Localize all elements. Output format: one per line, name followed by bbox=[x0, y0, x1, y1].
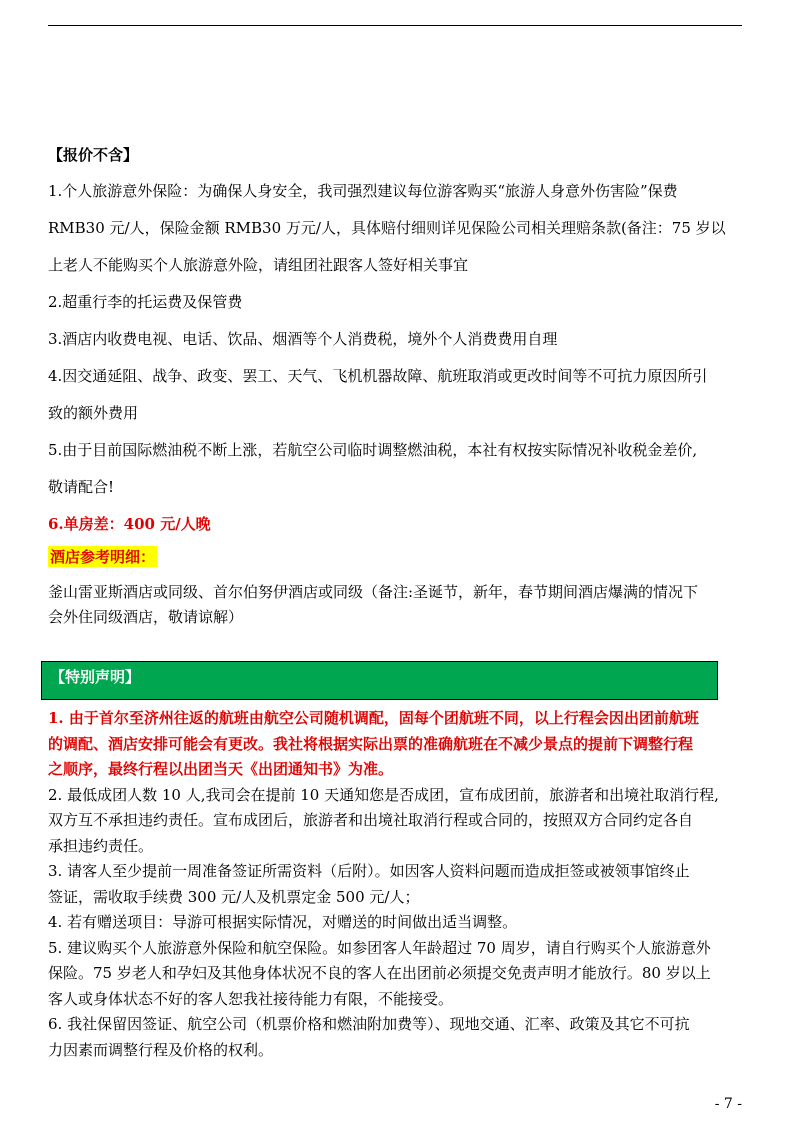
exclusion-item-1-line-1: 1.个人旅游意外保险：为确保人身安全，我司强烈建议每位游客购买“旅游人身意外伤害险”保费 bbox=[48, 182, 678, 200]
statement-item-1-line-3: 之顺序，最终行程以出团当天《出团通知书》为准。 bbox=[48, 760, 394, 778]
exclusion-item-5-line-1: 5.由于目前国际燃油税不断上涨，若航空公司临时调整燃油税，本社有权按实际情况补收税金差价, bbox=[48, 441, 698, 459]
statement-item-5-line-2: 保险。75 岁老人和孕妇及其他身体状况不良的客人在出团前必须提交免责声明才能放行。80 岁以上 bbox=[48, 964, 711, 982]
exclusion-item-2: 2.超重行李的托运费及保管费 bbox=[48, 293, 243, 311]
special-statement-title: 【特别声明】 bbox=[50, 668, 141, 686]
statement-item-1-line-1: 1. 由于首尔至济州往返的航班由航空公司随机调配，固每个团航班不同，以上行程会因出团前航班 bbox=[48, 709, 699, 727]
statement-item-5-line-1: 5. 建议购买个人旅游意外保险和航空保险。如参团客人年龄超过 70 周岁，请自行购买个人旅游意外 bbox=[48, 938, 711, 957]
special-statement-list bbox=[48, 706, 748, 1063]
statement-item-1-line-2: 的调配、酒店安排可能会有更改。我社将根据实际出票的准确航班在不减少景点的提前下调整行程 bbox=[48, 734, 694, 753]
hotel-title: 酒店参考明细： bbox=[50, 548, 156, 566]
page-number: - 7 - bbox=[714, 1096, 742, 1112]
exclusion-item-3: 3.酒店内收费电视、电话、饮品、烟酒等个人消费税，境外个人消费费用自理 bbox=[48, 330, 558, 348]
statement-item-2-line-2: 双方互不承担违约责任。宣布成团后，旅游者和出境社取消行程或合同的，按照双方合同约定各自 bbox=[48, 811, 694, 829]
statement-item-2-line-3: 承担违约责任。 bbox=[48, 836, 154, 855]
statement-item-3-line-2: 签证，需收取手续费 300 元/人及机票定金 500 元/人； bbox=[48, 887, 420, 906]
statement-item-3-line-1: 3. 请客人至少提前一周准备签证所需资料（后附）。如因客人资料问题而造成拒签或被领事馆终止 bbox=[48, 862, 690, 880]
statement-item-2-line-1: 2. 最低成团人数 10 人,我司会在提前 10 天通知您是否成团，宣布成团前，旅游者和出境社取消行程, bbox=[48, 785, 719, 804]
exclusions-list bbox=[48, 173, 748, 543]
statement-item-4: 4. 若有赠送项目：导游可根据实际情况，对赠送的时间做出适当调整。 bbox=[48, 913, 518, 931]
exclusion-item-4-line-2: 致的额外费用 bbox=[48, 404, 139, 422]
hotel-line-1: 釜山雷亚斯酒店或同级、首尔伯努伊酒店或同级（备注:圣诞节，新年，春节期间酒店爆满的情况下 bbox=[48, 583, 699, 601]
exclusion-item-1-line-2: RMB30 元/人，保险金额 RMB30 万元/人，具体赔付细则详见保险公司相关理赔条款(备注：75 岁以 bbox=[48, 219, 726, 237]
header-rule bbox=[48, 25, 742, 26]
exclusion-item-4-line-1: 4.因交通延阻、战争、政变、罢工、天气、飞机机器故障、航班取消或更改时间等不可抗力原因所引 bbox=[48, 367, 708, 385]
exclusions-title: 【报价不含】 bbox=[48, 146, 139, 164]
exclusion-item-5-line-2: 敬请配合! bbox=[48, 478, 115, 496]
exclusion-item-1-line-3: 上老人不能购买个人旅游意外险，请组团社跟客人签好相关事宜 bbox=[48, 256, 469, 274]
special-statement-banner bbox=[41, 661, 718, 700]
single-room-supplement: 6.单房差：400 元/人晚 bbox=[48, 515, 211, 533]
hotel-details bbox=[48, 580, 748, 630]
statement-item-6-line-2: 力因素而调整行程及价格的权利。 bbox=[48, 1040, 274, 1059]
statement-item-6-line-1: 6. 我社保留因签证、航空公司（机票价格和燃油附加费等）、现地交通、汇率、政策及其它不可抗 bbox=[48, 1015, 690, 1033]
hotel-line-2: 会外住同级酒店，敬请谅解） bbox=[48, 608, 244, 626]
statement-item-5-line-3: 客人或身体状态不好的客人恕我社接待能力有限，不能接受。 bbox=[48, 989, 454, 1008]
hotel-title-wrap bbox=[48, 546, 748, 567]
